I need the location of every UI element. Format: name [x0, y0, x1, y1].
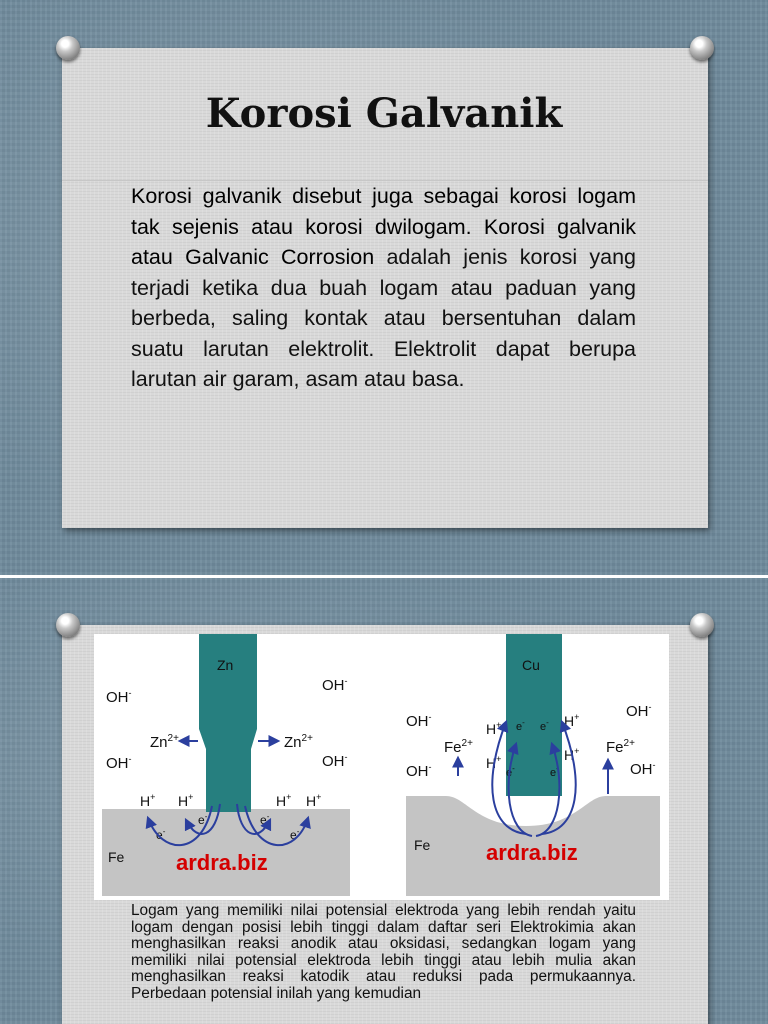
svg-text:H+ [564, 712, 579, 729]
h-charge: + [574, 712, 580, 722]
svg-text:Zn2+ [284, 733, 313, 751]
paragraph-rest: adalah jenis korosi yang terjadi ketika dua buah logam atau paduan yang berbeda, saling kontak atau bersentuhan dalam suatu larutan elektrolit. Elektrolit dapat berupa larutan air garam, asam atau basa. [131, 245, 636, 391]
h-ion: H [564, 747, 575, 763]
slide-1-paragraph [131, 181, 636, 395]
electron: e [156, 828, 163, 842]
zn-ion-charge: 2+ [301, 733, 313, 744]
oh-ion: OH [406, 713, 429, 730]
h-charge: + [286, 792, 292, 802]
fe-ion-charge: 2+ [623, 738, 635, 749]
electron-charge: - [556, 764, 559, 773]
svg-text:OH- [406, 762, 432, 780]
corrosion-diagram [94, 634, 669, 900]
svg-text:OH- [626, 702, 652, 720]
zn-ion: Zn [284, 734, 302, 751]
fe-ion-charge: 2+ [461, 738, 473, 749]
paragraph-intro: Korosi galvanik disebut juga sebagai korosi logam tak sejenis atau korosi dwilogam. Korosi galvanik atau Galvanic Corrosion [131, 184, 636, 269]
h-ion: H [178, 793, 189, 809]
electron: e [550, 767, 557, 779]
electron-charge: - [204, 812, 208, 821]
h-ion: H [276, 793, 287, 809]
zn-label: Zn [217, 657, 234, 673]
electron: e [260, 813, 267, 827]
fe-ion: Fe [444, 739, 462, 756]
h-ion: H [140, 793, 151, 809]
electron: e [198, 813, 205, 827]
watermark-text: ardra.biz [486, 840, 578, 865]
oh-charge: - [344, 752, 348, 762]
svg-text:OH- [322, 752, 348, 770]
fe-label: Fe [414, 837, 431, 853]
oh-ion: OH [406, 763, 429, 780]
svg-text:H+ [306, 792, 321, 809]
svg-text:OH- [106, 688, 132, 706]
oh-charge: - [128, 754, 132, 764]
pushpin-icon [56, 613, 80, 637]
svg-text:Fe2+ [444, 738, 473, 756]
electron-charge: - [162, 827, 166, 836]
electron: e [290, 828, 297, 842]
electron: e [540, 721, 547, 733]
figure-caption: Logam yang memiliki nilai potensial elektroda yang lebih rendah yaitu logam dengan posisi lebih tinggi dalam daftar seri Elektrokimia akan menghasilkan reaksi anodik atau oksidasi, sedangkan logam yang memiliki nilai potensial elektroda lebih tinggi atau lebih mulia akan menghasilkan reaksi katodik atau reduksi pada permukaannya. Perbedaan potensial inilah yang kemudian [131, 903, 636, 1002]
pushpin-icon [690, 36, 714, 60]
oh-ion: OH [322, 753, 345, 770]
electron: e [506, 767, 513, 779]
electron: e [516, 721, 523, 733]
fe-ion: Fe [606, 739, 624, 756]
electron-charge: - [522, 718, 525, 727]
watermark-text: ardra.biz [176, 850, 268, 875]
svg-text:H+ [486, 720, 501, 737]
oh-ion: OH [322, 677, 345, 694]
zn-ion: Zn [150, 734, 168, 751]
oh-charge: - [428, 762, 432, 772]
left-panel [102, 634, 350, 896]
h-ion: H [564, 713, 575, 729]
oh-charge: - [428, 712, 432, 722]
h-charge: + [150, 792, 156, 802]
zn-ion-charge: 2+ [167, 733, 179, 744]
svg-text:Fe2+ [606, 738, 635, 756]
oh-ion: OH [626, 703, 649, 720]
svg-text:H+ [140, 792, 155, 809]
svg-text:Zn2+ [150, 733, 179, 751]
h-ion: H [306, 793, 317, 809]
slide-title: Korosi Galvanik [205, 90, 563, 137]
slide-2 [0, 578, 768, 1024]
svg-text:H+ [276, 792, 291, 809]
cu-label: Cu [522, 657, 540, 673]
svg-text:OH- [406, 712, 432, 730]
h-charge: + [316, 792, 322, 802]
oh-ion: OH [106, 755, 129, 772]
electron-charge: - [266, 812, 270, 821]
h-charge: + [574, 746, 580, 756]
oh-charge: - [128, 688, 132, 698]
right-panel [406, 634, 660, 896]
electron-charge: - [546, 718, 549, 727]
svg-text:OH- [630, 760, 656, 778]
pushpin-icon [690, 613, 714, 637]
h-charge: + [496, 720, 502, 730]
svg-text:OH- [322, 676, 348, 694]
electron-charge: - [512, 764, 515, 773]
electron-charge: - [296, 827, 300, 836]
oh-ion: OH [630, 761, 653, 778]
oh-charge: - [648, 702, 652, 712]
oh-ion: OH [106, 689, 129, 706]
h-charge: + [188, 792, 194, 802]
svg-text:OH- [106, 754, 132, 772]
fe-label: Fe [108, 849, 125, 865]
oh-charge: - [652, 760, 656, 770]
pushpin-icon [56, 36, 80, 60]
oh-charge: - [344, 676, 348, 686]
h-charge: + [496, 754, 502, 764]
h-ion: H [486, 755, 497, 771]
galvanic-corrosion-figure [94, 634, 669, 900]
h-ion: H [486, 721, 497, 737]
svg-text:H+ [178, 792, 193, 809]
